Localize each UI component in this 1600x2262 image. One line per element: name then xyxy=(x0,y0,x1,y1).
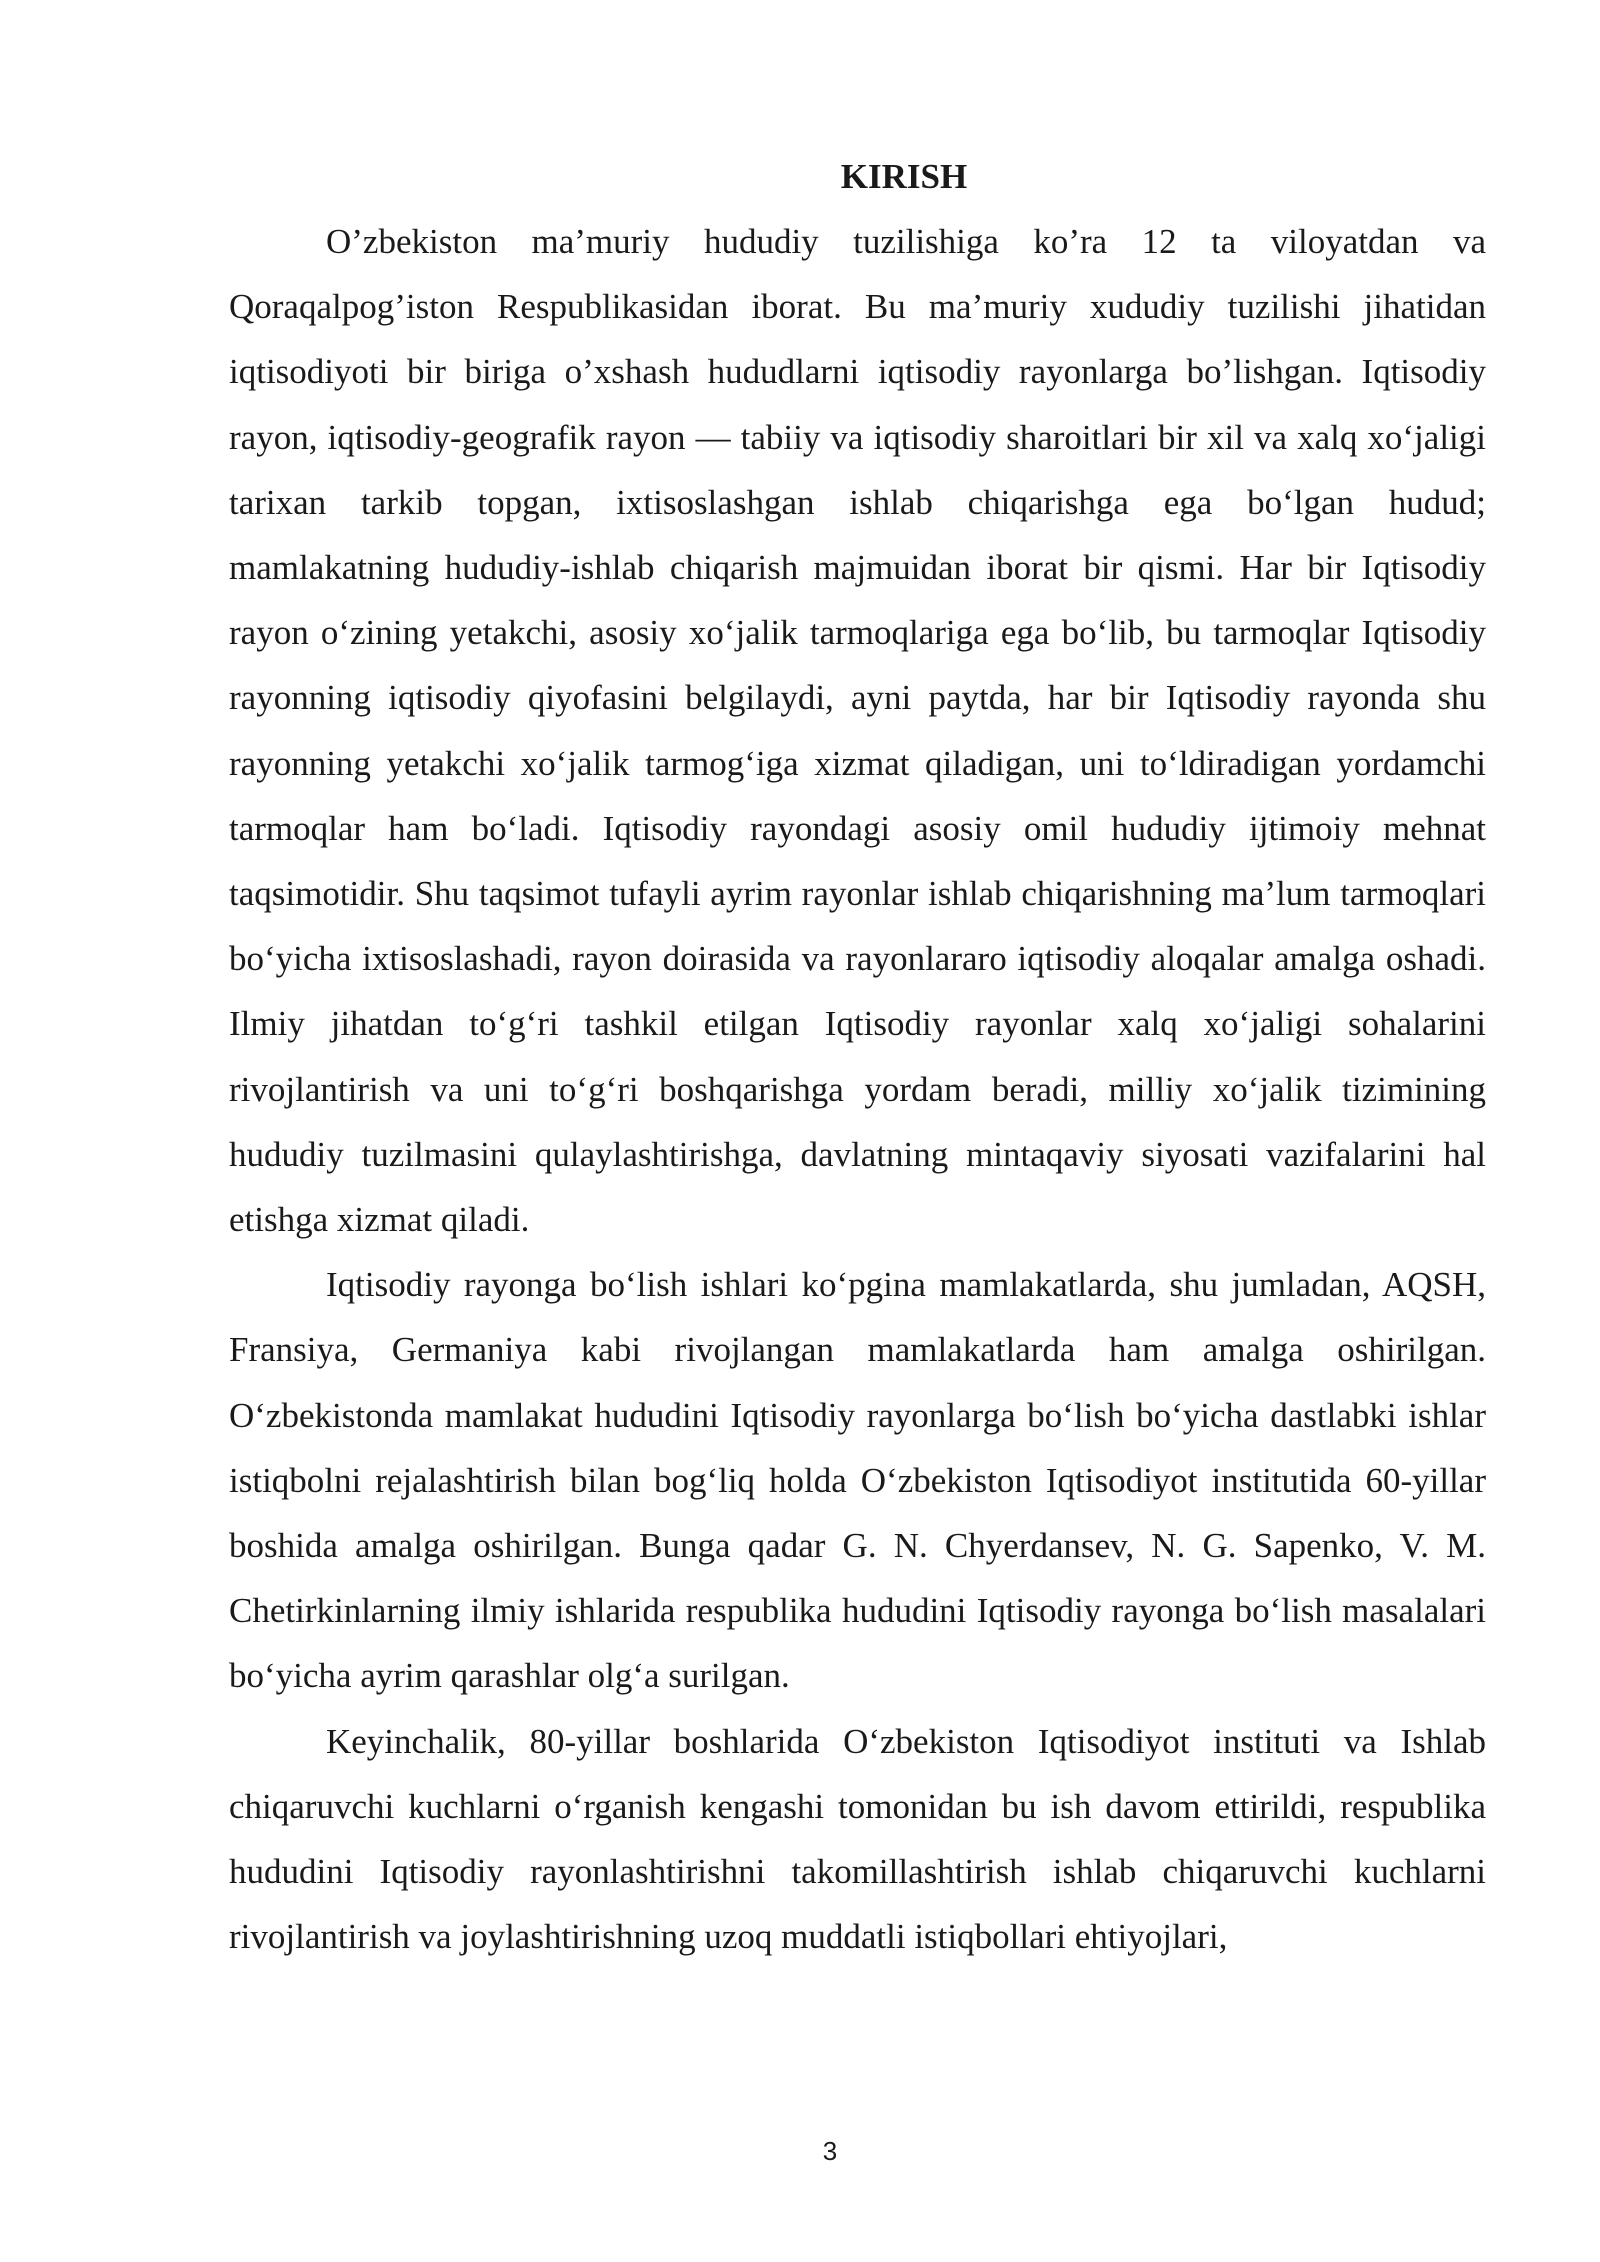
paragraph-2: Iqtisodiy rayonga bo‘lish ishlari ko‘pgina mamlakatlarda, shu jumladan, AQSH, Fransiya, Germaniya kabi rivojlangan mamlakatlarda ham amalga oshirilgan. O‘zbekistonda mamlakat hududini Iqtisodiy rayonlarga bo‘lish bo‘yicha dastlabki ishlar istiqbolni rejalashtirish bilan bog‘liq holda O‘zbekiston Iqtisodiyot institutida 60-yillar boshida amalga oshirilgan. Bunga qadar G. N. Chyerdansev, N. G. Sapenko, V. M. Chetirkinlarning ilmiy ishlarida respublika hududini Iqtisodiy rayonga bo‘lish masalalari bo‘yicha ayrim qarashlar olg‘a surilgan. xyxy=(229,1265,1486,1696)
page-number: 3 xyxy=(822,2136,838,2166)
document-page xyxy=(229,148,1486,1969)
document-title: KIRISH xyxy=(840,157,968,196)
paragraph-1: O’zbekiston ma’muriy hududiy tuzilishiga ko’ra 12 ta viloyatdan va Qoraqalpog’iston Respublikasidan iborat. Bu ma’muriy xududiy tuzilishi jihatidan iqtisodiyoti bir biriga o’xshash hududlarni iqtisodiy rayonlarga bo’lishgan. Iqtisodiy rayon, iqtisodiy-geografik rayon — tabiiy va iqtisodiy sharoitlari bir xil va xalq xo‘jaligi tarixan tarkib topgan, ixtisoslashgan ishlab chiqarishga ega bo‘lgan hudud; mamlakatning hududiy-ishlab chiqarish majmuidan iborat bir qismi. Har bir Iqtisodiy rayon o‘zining yetakchi, asosiy xo‘jalik tarmoqlariga ega bo‘lib, bu tarmoqlar Iqtisodiy rayonning iqtisodiy qiyofasini belgilaydi, ayni paytda, har bir Iqtisodiy rayonda shu rayonning yetakchi xo‘jalik tarmog‘iga xizmat qiladigan, uni to‘ldiradigan yordamchi tarmoqlar ham bo‘ladi. Iqtisodiy rayondagi asosiy omil hududiy ijtimoiy mehnat taqsimotidir. Shu taqsimot tufayli ayrim rayonlar ishlab chiqarishning ma’lum tarmoqlari bo‘yicha ixtisoslashadi, rayon doirasida va rayonlararo iqtisodiy aloqalar amalga oshadi. Ilmiy jihatdan to‘g‘ri tashkil etilgan Iqtisodiy rayonlar xalq xo‘jaligi sohalarini rivojlantirish va uni to‘g‘ri boshqarishga yordam beradi, milliy xo‘jalik tizimining hududiy tuzilmasini qulaylashtirishga, davlatning mintaqaviy siyosati vazifalarini hal etishga xizmat qiladi. xyxy=(229,222,1486,1240)
paragraph-3: Keyinchalik, 80-yillar boshlarida O‘zbekiston Iqtisodiyot instituti va Ishlab chiqaruvchi kuchlarni o‘rganish kengashi tomonidan bu ish davom ettirildi, respublika hududini Iqtisodiy rayonlashtirishni takomillashtirish ishlab chiqaruvchi kuchlarni rivojlantirish va joylashtirishning uzoq muddatli istiqbollari ehtiyojlari, xyxy=(229,1721,1486,1957)
